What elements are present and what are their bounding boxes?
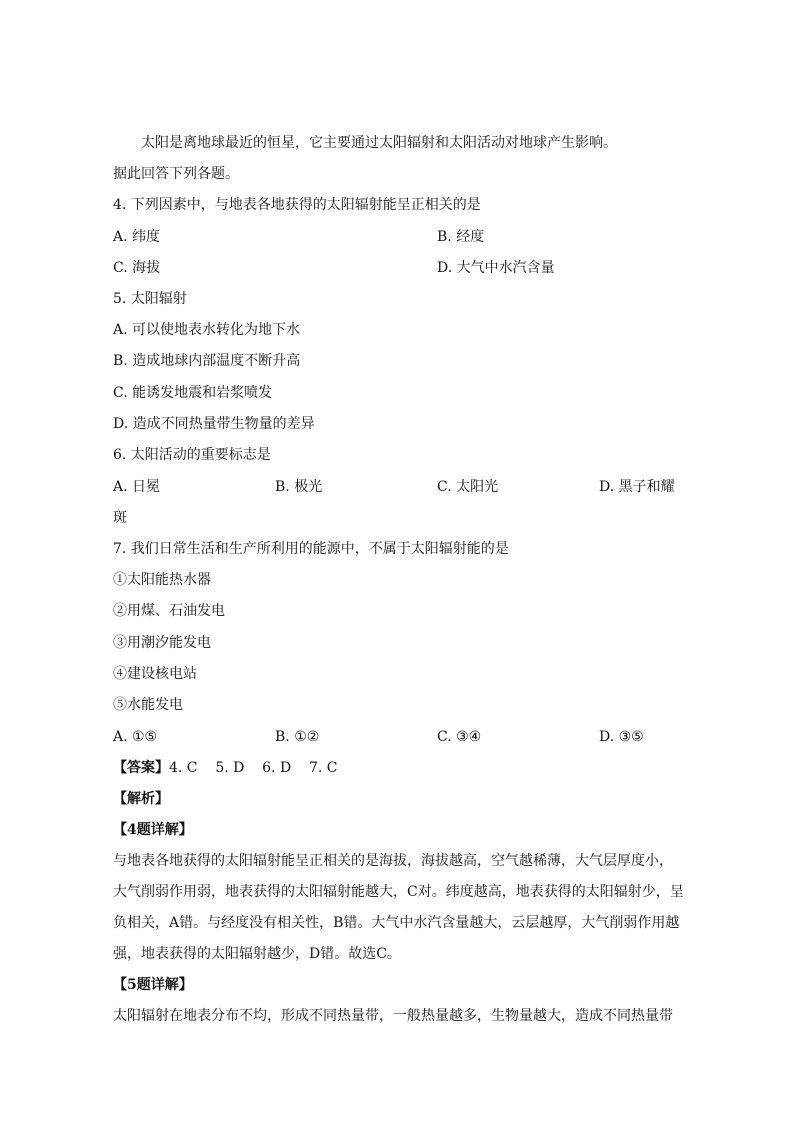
- intro-line-1: 太阳是离地球最近的恒星，它主要通过太阳辐射和太阳活动对地球产生影响。: [141, 135, 617, 151]
- q4-detail-line-2: 大气削弱作用弱，地表获得的太阳辐射能越大，C对。纬度越高，地表获得的太阳辐射少，呈: [113, 884, 684, 900]
- q7-option-b: B. ①②: [275, 729, 320, 745]
- question-6-stem: 6. 太阳活动的重要标志是: [113, 447, 271, 463]
- q6-option-b: B. 极光: [275, 479, 323, 495]
- question-5-stem: 5. 太阳辐射: [113, 291, 187, 307]
- q7-option-a: A. ①⑤: [113, 729, 158, 745]
- q5-option-b: B. 造成地球内部温度不断升高: [113, 353, 301, 369]
- q4-detail-line-3: 负相关，A错。与经度没有相关性，B错。大气中水汽含量越大，云层越厚，大气削弱作用越: [113, 915, 680, 931]
- q7-item-5: ⑤水能发电: [113, 697, 183, 713]
- analysis-label: 【解析】: [113, 791, 169, 807]
- q5-option-c: C. 能诱发地震和岩浆喷发: [113, 385, 273, 401]
- q4-option-a: A. 纬度: [113, 229, 161, 245]
- q7-item-3: ③用潮汐能发电: [113, 635, 211, 651]
- answer-label: 【答案】: [113, 760, 169, 776]
- question-7-stem: 7. 我们日常生活和生产所利用的能源中，不属于太阳辐射能的是: [113, 541, 509, 557]
- answer-row: [113, 758, 338, 778]
- q5-option-a: A. 可以使地表水转化为地下水: [113, 322, 301, 338]
- q4-option-b: B. 经度: [437, 229, 485, 245]
- q7-item-4: ④建设核电站: [113, 666, 197, 682]
- q4-detail-line-1: 与地表各地获得的太阳辐射能呈正相关的是海拔，海拔越高，空气越稀薄，大气层厚度小，: [113, 853, 673, 869]
- q5-detail-heading: 【5题详解】: [113, 977, 193, 993]
- q5-detail-line-1: 太阳辐射在地表分布不均，形成不同热量带，一般热量越多，生物量越大，造成不同热量带: [113, 1008, 673, 1024]
- answer-text: 4. C 5. D 6. D 7. C: [169, 760, 338, 776]
- q4-detail-heading: 【4题详解】: [113, 822, 193, 838]
- q4-option-c: C. 海拔: [113, 260, 161, 276]
- q4-option-d: D. 大气中水汽含量: [437, 260, 555, 276]
- q7-option-c: C. ③④: [437, 729, 482, 745]
- question-4-stem: 4. 下列因素中，与地表各地获得的太阳辐射能呈正相关的是: [113, 197, 481, 213]
- q6-option-d: D. 黑子和耀: [599, 479, 675, 495]
- q5-option-d: D. 造成不同热量带生物量的差异: [113, 416, 315, 432]
- q7-item-1: ①太阳能热水器: [113, 572, 211, 588]
- q7-option-d: D. ③⑤: [599, 729, 644, 745]
- q6-option-d-wrap: 斑: [113, 510, 127, 526]
- intro-line-2: 据此回答下列各题。: [113, 166, 239, 182]
- q4-detail-line-4: 强，地表获得的太阳辐射越少，D错。故选C。: [113, 946, 401, 962]
- q7-item-2: ②用煤、石油发电: [113, 603, 225, 619]
- q6-option-c: C. 太阳光: [437, 479, 499, 495]
- q6-option-a: A. 日冕: [113, 479, 161, 495]
